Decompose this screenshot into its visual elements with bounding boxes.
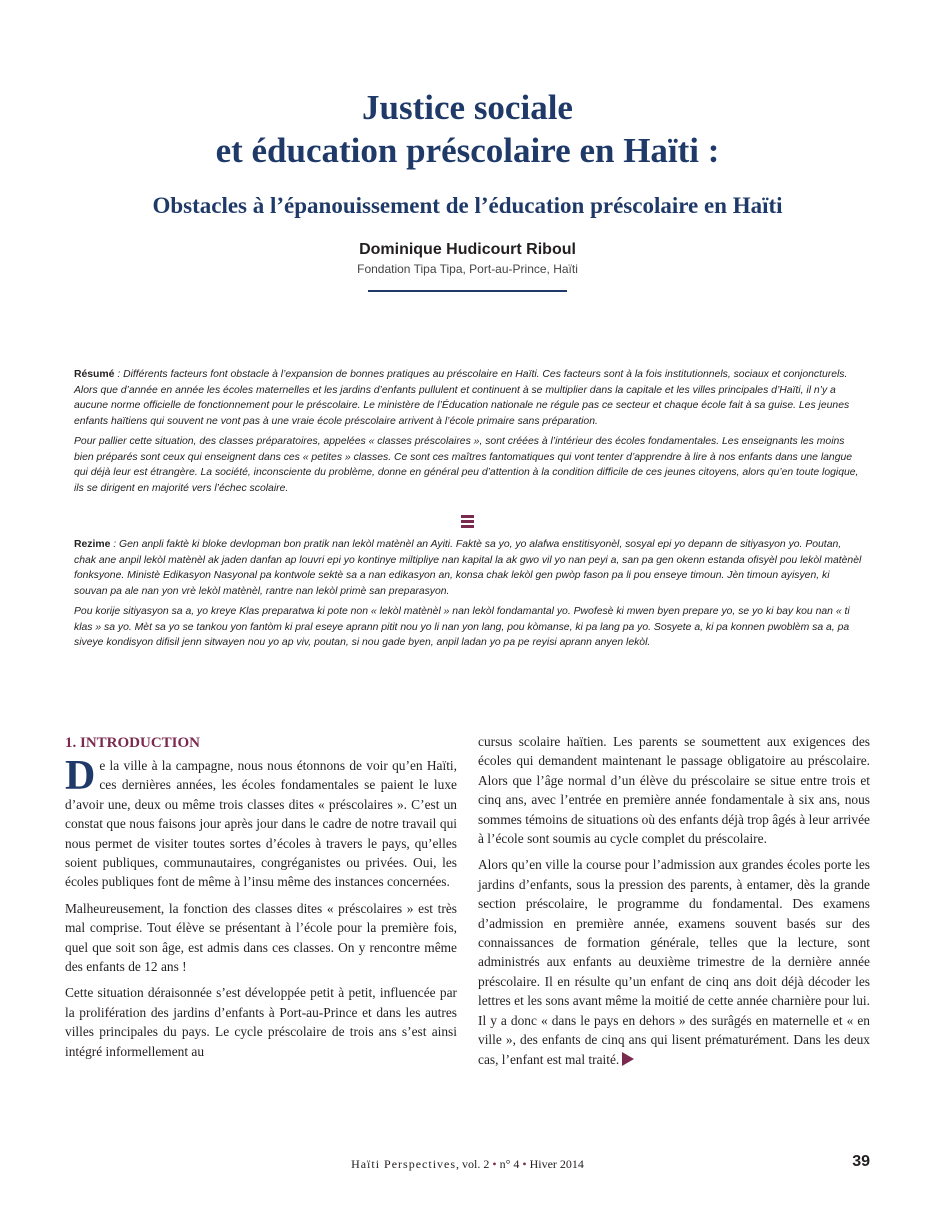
journal-season: Hiver 2014 [529,1157,584,1171]
body-column-left [65,732,457,1068]
body-paragraph-text: Alors qu’en ville la course pour l’admission aux grandes écoles porte les jardins d’enfants, sous la pression des parents, à entamer, dès la grande section préscolaire, le programme du fondamental. Des examens d’admission en première année, examens souvent basés sur des connaissances de formation générale, telles que la lecture, sont administrés aux enfants au deuxième trimestre de la dernière année préscolaire. Il en résulte qu’un enfant de cinq ans doit déjà décoder les lettres et les sons avant même la moitié de cette année charnière pour lui. Il y a donc « dans le pays en dehors » des surâgés en maternelle et « en ville », des enfants de cinq ans qui lisent prématurément. Dans les deux cas, l’enfant est mal traité. [478,857,870,1067]
page-footer [0,1156,935,1172]
section-heading-introduction: 1. INTRODUCTION [65,735,201,751]
abstract-french-label: Résumé [74,369,115,380]
body-column-right [478,732,870,1076]
body-paragraph [65,753,457,892]
abstract-french-text-1: : Différents facteurs font obstacle à l’expansion de bonnes pratiques au préscolaire en Haïti. Ces facteurs sont à la fois institutionnels, sociaux et conjoncturels. Alors que d’année en année les écoles maternelles et les jardins d’enfants pullulent et continuent à se multiplier dans la capitale et les villes principales d’Haïti, il n’y a aucune norme officielle de fonctionnement pour le préscolaire. Le ministère de l’Éducation nationale ne régule pas ce secteur et chaque école fait à sa guise. Les jeunes enfants haïtiens qui souvent ne vont pas à une vraie école préscolaire arrivent à l’école primaire sans préparation. [74,369,850,427]
journal-issue: n° 4 [499,1157,520,1171]
abstract-french-paragraph-1 [74,367,862,429]
abstract-creole-paragraph-1 [74,537,862,599]
author-name: Dominique Hudicourt Riboul [359,241,576,258]
journal-volume: , vol. 2 [456,1157,490,1171]
body-paragraph: Cette situation déraisonnée s’est développée petit à petit, influencée par la prolifération des jardins d’enfants à Port-au-Prince et dans les autres villes principales du pays. Le cycle préscolaire de trois ans s’est ainsi intégré informellement au [65,985,457,1059]
article-subtitle: Obstacles à l’épanouissement de l’éducation préscolaire en Haïti [152,193,783,218]
title-divider-rule [368,290,567,292]
body-paragraph: Malheureusement, la fonction des classes dites « préscolaires » est très mal comprise. Tout élève se présentant à l’école pour la première fois, quel que soit son âge, est admis dans ces classes. On y rencontre même des enfants de 12 ans ! [65,900,457,975]
title-line-1: Justice sociale [362,88,573,127]
abstract-french-paragraph-2: Pour pallier cette situation, des classes préparatoires, appelées « classes préscolaires », sont créées à l’intérieur des écoles fondamentales. Les enseignants les moins bien préparés sont ceux qui enseignent dans ces « petites » classes. Ce sont ces maîtres fantomatiques qui vont tenter d’apprendre à lire à nos enfants dans une langue qui déjà leur est étrangère. La société, inconsciente du problème, donne en général peu d’attention à la condition difficile de ces jeunes citoyens, alors qu’en toute logique, ils se dirigent en majorité vers l’échec scolaire. [74,436,859,494]
page-number: 39 [852,1153,870,1170]
article-title [0,86,935,172]
title-line-2: et éducation préscolaire en Haïti : [215,131,720,170]
drop-cap: D [65,753,96,799]
section-divider-icon [461,515,474,529]
abstract-creole [74,537,862,656]
abstract-creole-label: Rezime [74,539,111,550]
body-paragraph [478,855,870,1068]
abstract-creole-paragraph-2: Pou korije sitiyasyon sa a, yo kreye Klas preparatwa ki pote non « lekòl matènèl » nan lekòl fondamantal yo. Pwofesè ki mwen byen prepare yo, se yo ki bay kou nan « ti klas » sa yo. Mèt sa yo se tankou yon fantòm ki pral eseye aprann pitit nou yo li nan yon lang, pou kòmanse, ki pa lang pa yo. Sosyete a, ki pa konnen pwoblèm sa a, pa siveye kondisyon difisil jenn sitwayen nou yo ap viv, poutan, si nou gade byen, anpil ladan yo pa pe reyisi aprann anyen lekòl. [74,606,850,648]
abstract-french [74,367,862,501]
author-affiliation: Fondation Tipa Tipa, Port-au-Prince, Haïti [357,262,578,276]
continue-arrow-icon [622,1052,634,1066]
abstract-creole-text-1: : Gen anpli faktè ki bloke devlopman bon pratik nan lekòl matènèl an Ayiti. Faktè sa yo, yo alafwa enstitisyonèl, sosyal epi yo depann de sitiyasyon yo. Poutan, chak ane anpil lekòl matènèl ak jaden danfan ap louvri epi yo kontinye miltipliye nan kapital la ak gwo vil yo nan peyi a, san pa gen okenn estanda ofisyèl pou lekòl matènèl fonksyone. Ministè Edikasyon Nasyonal pa kontwole sektè sa a nan edikasyon an, konsa chak lekòl gen pwòp fason pa li pou enseye timoun. Jèn timoun ayisyen, ki souvan pa ale nan yon vrè lekòl matènèl, rantre nan lekòl primè san preparasyon. [74,539,862,597]
body-paragraph: cursus scolaire haïtien. Les parents se soumettent aux exigences des écoles qui demandent maintenant le passage obligatoire au préscolaire. Alors que l’âge normal d’un élève du préscolaire se situe entre trois et cinq ans, avec l’entrée en première année fondamentale à six ans, nous sommes témoins de situations où des enfants déjà trop âgés à leur arrivée à l’école sont soumis au cycle complet du préscolaire. [478,734,870,847]
journal-name: Haïti Perspectives [351,1157,457,1171]
body-paragraph-text: e la ville à la campagne, nous nous étonnons de voir qu’en Haïti, ces dernières années, les écoles fondamentales se paient le luxe d’avoir une, deux ou même trois classes dites « préscolaires ». C’est un constat que nous faisons jour après jour dans le cadre de notre travail qui nous permet de visiter toutes sortes d’écoles à travers le pays, qu’elles soient publiques, communautaires, congréganistes ou privées. Oui, les écoles publiques font de même à l’insu même des instances concernées. [65,758,457,890]
footer-bullet: • [489,1157,500,1171]
footer-bullet: • [519,1157,530,1171]
